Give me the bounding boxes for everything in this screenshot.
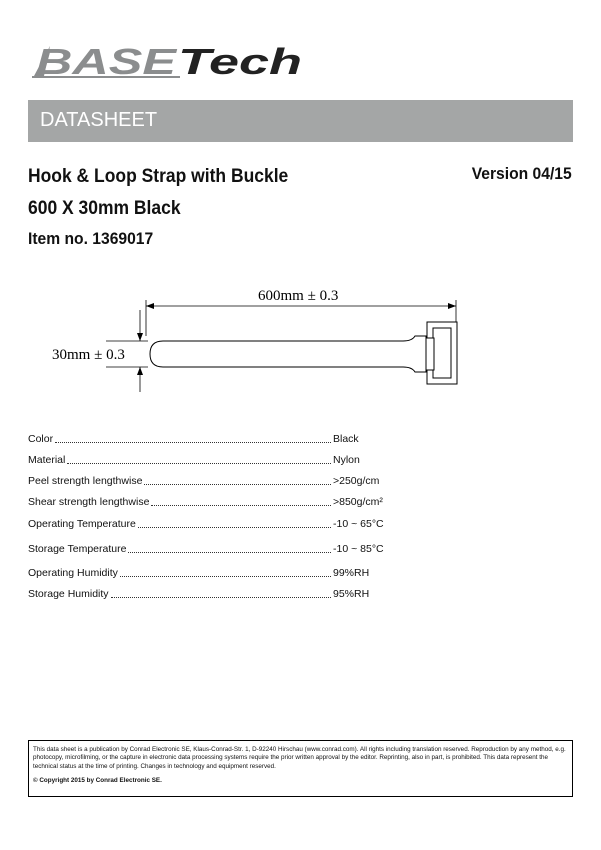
spec-leader [144, 474, 331, 485]
spec-row-operating-humidity [28, 566, 388, 580]
basetech-logo [30, 40, 310, 80]
logo-base-text: BASE [36, 41, 178, 80]
length-label: 600mm ± 0.3 [258, 288, 339, 304]
spec-value: >850g/cm² [333, 496, 383, 508]
spec-leader [67, 453, 331, 464]
logo-tech-text: Tech [178, 41, 302, 80]
spec-value: -10 ~ 65°C [333, 518, 384, 530]
width-arrow-bottom [137, 367, 143, 375]
spec-row-peel-strength [28, 474, 388, 488]
spec-label: Operating Temperature [28, 518, 136, 530]
spec-value: 99%RH [333, 567, 370, 579]
spec-value: Nylon [333, 454, 360, 466]
spec-row-operating-temperature [28, 517, 388, 531]
spec-leader [111, 587, 331, 598]
spec-label: Operating Humidity [28, 567, 118, 579]
spec-row-storage-temperature [28, 542, 388, 556]
length-arrow-right [448, 303, 456, 309]
spec-row-storage-humidity [28, 587, 388, 601]
spec-value: >250g/cm [333, 475, 380, 487]
spec-leader [55, 432, 331, 443]
spec-row-material [28, 453, 388, 467]
spec-label: Material [28, 454, 66, 466]
spec-leader [128, 542, 331, 553]
strap-diagram [40, 280, 480, 400]
spec-leader [138, 517, 331, 528]
spec-value: Black [333, 433, 359, 445]
width-arrow-top [137, 333, 143, 341]
spec-label: Color [28, 433, 54, 445]
spec-label: Storage Humidity [28, 588, 109, 600]
product-title: Hook & Loop Strap with Buckle [28, 166, 289, 187]
buckle-bar [426, 338, 434, 370]
datasheet-banner [28, 100, 573, 142]
spec-row-color [28, 432, 388, 446]
spec-leader [151, 495, 331, 506]
spec-value: -10 ~ 85°C [333, 543, 384, 555]
spec-value: 95%RH [333, 588, 370, 600]
spec-label: Peel strength lengthwise [28, 475, 143, 487]
copyright-notice: © Copyright 2015 by Conrad Electronic SE. [33, 777, 162, 785]
banner-label: DATASHEET [40, 109, 158, 131]
length-arrow-left [146, 303, 154, 309]
legal-footer [28, 740, 573, 797]
spec-label: Storage Temperature [28, 543, 127, 555]
spec-leader [120, 566, 331, 577]
strap-body [150, 336, 426, 372]
legal-notice: This data sheet is a publication by Conrad Electronic SE, Klaus-Conrad-Str. 1, D-92240 Hirschau (www.conrad.com). All rights including translation reserved. Reproduction by any method, e.g. photocopy, microfilming, or the capture in electronic data processing systems require the prior written approval by the editor. Reprinting, also in part, is prohibited. This data represent the technical status at the time of printing. Changes in technology and equipment reserved. [33, 746, 566, 770]
product-size: 600 X 30mm Black [28, 198, 181, 219]
spec-label: Shear strength lengthwise [28, 496, 150, 508]
item-number: Item no. 1369017 [28, 229, 154, 248]
spec-row-shear-strength [28, 495, 388, 509]
width-label: 30mm ± 0.3 [52, 347, 125, 363]
version-label: Version 04/15 [472, 164, 572, 183]
buckle-inner [433, 328, 451, 378]
